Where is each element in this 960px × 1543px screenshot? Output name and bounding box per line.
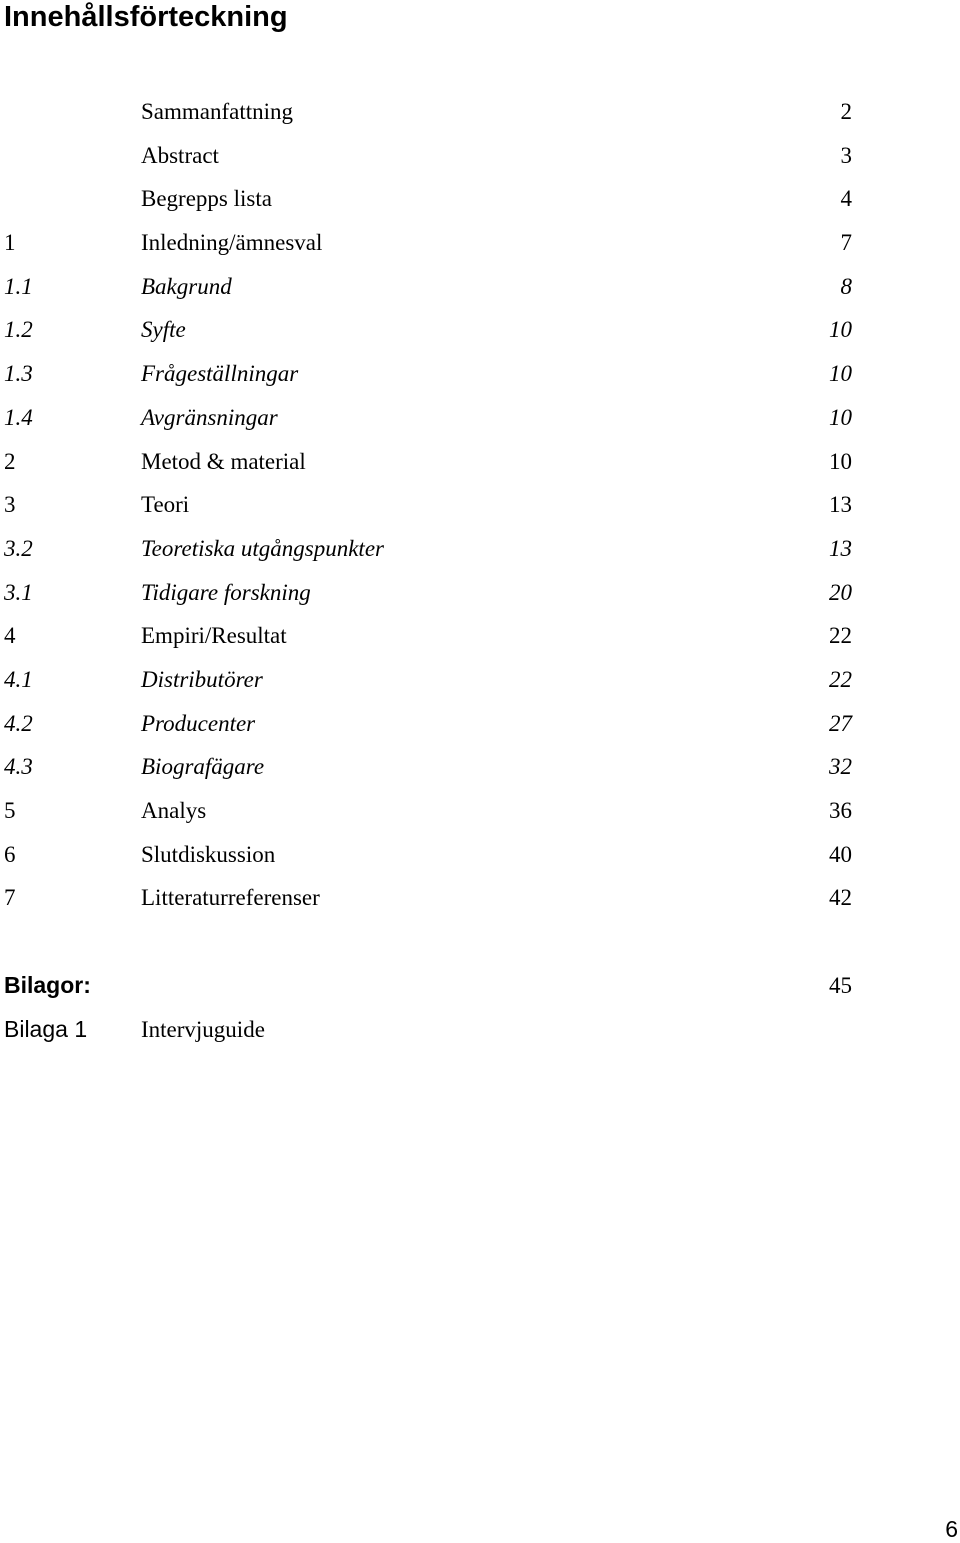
toc-entry [0, 90, 960, 134]
toc-entry-number: 4.1 [4, 666, 33, 692]
toc-entry-label: Avgränsningar [141, 404, 278, 430]
toc-entry-number: 6 [4, 841, 16, 867]
toc-entry [0, 221, 960, 265]
page-number: 6 [945, 1516, 958, 1542]
toc-entry-page: 20 [829, 579, 852, 605]
toc-entry-label: Abstract [141, 142, 219, 168]
page-title: Innehållsförteckning [4, 1, 288, 33]
toc-entry-label: Syfte [141, 317, 186, 343]
toc-entry [0, 571, 960, 615]
toc-entry-page: 10 [829, 317, 852, 343]
toc-entry-number: 3.1 [4, 579, 33, 605]
toc-entry-label: Sammanfattning [141, 99, 294, 124]
toc-entry-number: 1.4 [4, 404, 33, 430]
appendix-heading-page: 45 [829, 973, 852, 998]
appendix-item [0, 1008, 960, 1052]
table-of-contents [0, 90, 960, 920]
toc-entry-number: 3.2 [4, 535, 33, 561]
toc-entry [0, 658, 960, 702]
toc-entry [0, 745, 960, 789]
toc-entry-number: 2 [4, 448, 16, 474]
toc-entry [0, 352, 960, 396]
toc-entry-number: 3 [4, 492, 16, 518]
toc-entry [0, 265, 960, 309]
toc-entry-page: 3 [840, 142, 852, 168]
toc-entry-page: 13 [829, 492, 852, 518]
toc-entry-page: 4 [840, 186, 852, 212]
toc-entry-label: Bakgrund [141, 273, 232, 299]
toc-entry-label: Biografägare [141, 754, 265, 780]
toc-entry-number: 1.2 [4, 317, 33, 343]
toc-entry-page: 7 [840, 230, 852, 256]
appendix-heading-row [0, 964, 960, 1008]
toc-entry-number: 1.1 [4, 273, 33, 299]
toc-entry-page: 2 [840, 99, 852, 124]
toc-entry-number: 4.2 [4, 710, 33, 736]
toc-entry [0, 833, 960, 877]
toc-entry-label: Producenter [141, 710, 256, 736]
toc-entry [0, 483, 960, 527]
toc-entry-label: Litteraturreferenser [141, 885, 320, 911]
toc-entry-page: 27 [829, 710, 852, 736]
toc-entry-label: Tidigare forskning [141, 579, 311, 605]
toc-entry [0, 134, 960, 178]
toc-entry [0, 396, 960, 440]
toc-entry-label: Teori [141, 492, 190, 518]
toc-entry-number: 7 [4, 885, 16, 911]
toc-entry [0, 308, 960, 352]
toc-entry-page: 8 [840, 273, 852, 299]
appendix-item-label: Intervjuguide [141, 1016, 265, 1042]
toc-entry-label: Analys [141, 798, 207, 823]
toc-entry-page: 42 [829, 885, 852, 911]
toc-entry-page: 22 [829, 623, 852, 649]
toc-entry [0, 614, 960, 658]
appendix-item-number: Bilaga 1 [4, 1015, 88, 1042]
toc-entry-label: Metod & material [141, 448, 306, 474]
toc-entry-page: 10 [829, 404, 852, 430]
toc-entry-number: 5 [4, 798, 16, 823]
toc-entry-number: 4.3 [4, 754, 33, 780]
toc-entry-label: Empiri/Resultat [141, 623, 287, 649]
toc-entry-page: 10 [829, 448, 852, 474]
toc-entry-label: Slutdiskussion [141, 841, 276, 867]
toc-entry-page: 36 [829, 798, 852, 823]
toc-entry [0, 527, 960, 571]
toc-entry [0, 876, 960, 920]
toc-entry-page: 13 [829, 535, 852, 561]
toc-entry-label: Distributörer [141, 666, 263, 692]
toc-entry-page: 32 [829, 754, 852, 780]
appendix-section [0, 964, 960, 1051]
toc-entry-label: Teoretiska utgångspunkter [141, 535, 384, 561]
toc-entry-label: Frågeställningar [141, 361, 299, 387]
toc-entry-number: 1 [4, 230, 16, 256]
toc-entry-number: 4 [4, 623, 16, 649]
toc-entry [0, 702, 960, 746]
toc-entry-label: Inledning/ämnesval [141, 230, 323, 256]
toc-entry [0, 789, 960, 833]
appendix-heading: Bilagor: [4, 972, 91, 998]
toc-entry-page: 22 [829, 666, 852, 692]
toc-entry [0, 177, 960, 221]
toc-entry-page: 10 [829, 361, 852, 387]
toc-entry-number: 1.3 [4, 361, 33, 387]
toc-entry-page: 40 [829, 841, 852, 867]
toc-entry-label: Begrepps lista [141, 186, 272, 212]
toc-entry [0, 440, 960, 484]
